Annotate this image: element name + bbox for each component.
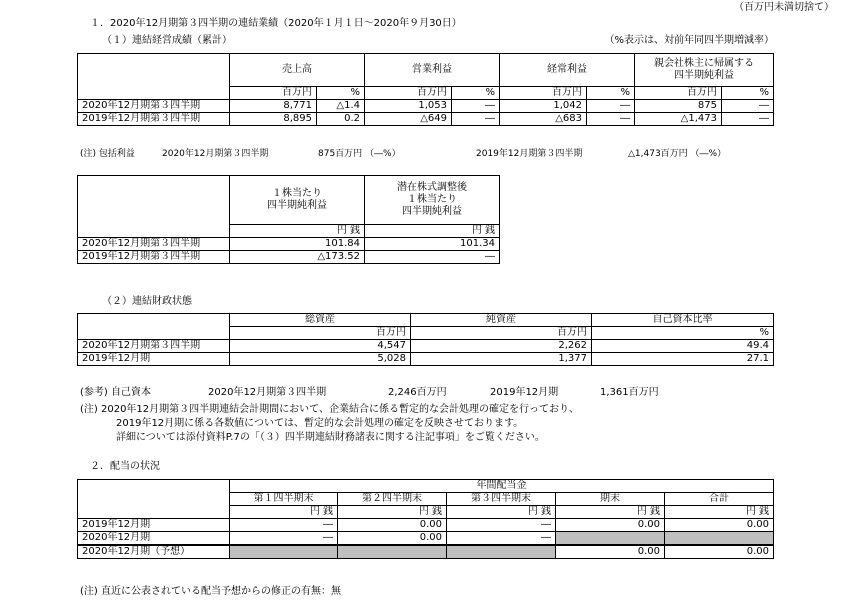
value-cell: ―: [587, 100, 635, 113]
value-cell: △1,473: [635, 113, 722, 126]
results-table: [77, 53, 774, 126]
comprehensive-value-1: 875百万円 （―%）: [318, 149, 401, 159]
value-cell: ―: [230, 532, 338, 546]
unit-cell: 円 銭: [665, 506, 774, 519]
table-row: [78, 340, 774, 353]
row-label: 2020年12月期第３四半期: [78, 100, 230, 113]
unit-cell: %: [317, 87, 365, 100]
header-eps-line1: １株当たり: [272, 187, 322, 199]
comprehensive-period-2: 2019年12月期第３四半期: [476, 149, 583, 159]
unit-cell: 円 銭: [365, 224, 500, 237]
value-cell: 4,547: [230, 340, 411, 353]
units-label: [78, 224, 230, 237]
value-cell: 875: [635, 100, 722, 113]
value-cell: ―: [447, 519, 556, 532]
header-operating-income: 営業利益: [365, 54, 500, 87]
header-annual-dividend: 年間配当金: [230, 480, 774, 493]
header-diluted-eps: [365, 176, 500, 225]
header-net-income: [635, 54, 774, 87]
header-diluted-eps-line3: 四半期純利益: [402, 205, 462, 217]
header-diluted-eps-line2: １株当たり: [407, 193, 457, 205]
unit-cell: 円 銭: [556, 506, 665, 519]
value-cell: ―: [230, 519, 338, 532]
unit-cell: 円 銭: [338, 506, 447, 519]
value-cell: 8,771: [230, 100, 317, 113]
value-cell: 0.00: [665, 545, 774, 559]
equity-label: (参考) 自己資本: [80, 387, 151, 398]
value-cell: △173.52: [230, 250, 365, 263]
unit-cell: 円 銭: [230, 506, 338, 519]
unit-note: （百万円未満切捨て）: [734, 2, 834, 13]
value-cell: 5,028: [230, 353, 411, 366]
section-2-title: ２．配当の状況: [90, 461, 160, 472]
table-row: [78, 250, 500, 263]
table-row: [78, 353, 774, 366]
table-row: [78, 113, 774, 126]
header-q2-end: 第２四半期末: [338, 493, 447, 506]
header-sales: 売上高: [230, 54, 365, 87]
table-row: [78, 519, 774, 532]
value-cell: 1,042: [500, 100, 587, 113]
unit-cell: 百万円: [635, 87, 722, 100]
header-eps-line2: 四半期純利益: [267, 199, 327, 211]
table-row: [78, 100, 774, 113]
unit-cell: 円 銭: [230, 224, 365, 237]
value-cell: ―: [365, 250, 500, 263]
row-label: 2019年12月期第３四半期: [78, 113, 230, 126]
units-label: [78, 87, 230, 100]
row-label: 2020年12月期（予想）: [78, 545, 230, 559]
table-row: [78, 237, 500, 250]
note-line-2: 2019年12月期に係る各数値については、暫定的な会計処理の確定を反映させております。: [116, 418, 524, 429]
equity-period-1: 2020年12月期第３四半期: [208, 387, 327, 398]
units-label: [78, 506, 230, 519]
header-total-assets: 総資産: [230, 314, 411, 327]
value-cell: 0.00: [338, 532, 447, 546]
unit-cell: %: [592, 327, 774, 340]
dividend-corner: [78, 480, 230, 493]
shaded-cell: [665, 532, 774, 546]
value-cell: 101.84: [230, 237, 365, 250]
section-1-2-title: （２）連結財政状態: [102, 296, 192, 307]
final-note: (注) 直近に公表されている配当予想からの修正の有無：無: [80, 586, 341, 597]
value-cell: ―: [447, 532, 556, 546]
header-year-end: 期末: [556, 493, 665, 506]
header-total: 合計: [665, 493, 774, 506]
value-cell: 0.00: [556, 545, 665, 559]
table-row: [78, 532, 774, 546]
header-net-income-line1: 親会社株主に帰属する: [654, 58, 754, 69]
value-cell: △683: [500, 113, 587, 126]
value-cell: 49.4: [592, 340, 774, 353]
value-cell: 101.34: [365, 237, 500, 250]
eps-corner: [78, 176, 230, 225]
header-ordinary-income: 経常利益: [500, 54, 635, 87]
header-net-income-line2: 四半期純利益: [674, 70, 734, 81]
value-cell: 1,053: [365, 100, 452, 113]
shaded-cell: [230, 545, 338, 559]
equity-period-2: 2019年12月期: [490, 387, 559, 398]
note-line-1: (注) 2020年12月期第３四半期連結会計期間において、企業結合に係る暫定的な会計処理の確定を行っており、: [80, 404, 579, 415]
value-cell: 8,895: [230, 113, 317, 126]
dividend-table: [77, 479, 774, 559]
row-label: 2020年12月期: [78, 532, 230, 546]
shaded-cell: [338, 545, 447, 559]
value-cell: ―: [452, 113, 500, 126]
header-eps: [230, 176, 365, 225]
unit-cell: 百万円: [230, 87, 317, 100]
unit-cell: %: [722, 87, 774, 100]
value-cell: 0.00: [556, 519, 665, 532]
header-q1-end: 第１四半期末: [230, 493, 338, 506]
value-cell: ―: [452, 100, 500, 113]
results-corner: [78, 54, 230, 87]
value-cell: △649: [365, 113, 452, 126]
position-corner: [78, 314, 230, 327]
value-cell: 0.2: [317, 113, 365, 126]
unit-cell: 百万円: [500, 87, 587, 100]
equity-value-1: 2,246百万円: [388, 387, 447, 398]
position-table: [77, 313, 774, 366]
equity-value-2: 1,361百万円: [600, 387, 659, 398]
comprehensive-period-1: 2020年12月期第３四半期: [162, 149, 269, 159]
unit-cell: %: [587, 87, 635, 100]
value-cell: ―: [722, 100, 774, 113]
value-cell: 2,262: [411, 340, 592, 353]
row-label: 2019年12月期: [78, 519, 230, 532]
unit-cell: %: [452, 87, 500, 100]
comprehensive-value-2: △1,473百万円 （―%）: [628, 149, 727, 159]
header-diluted-eps-line1: 潜在株式調整後: [397, 181, 467, 193]
value-cell: △1.4: [317, 100, 365, 113]
table-row: [78, 545, 774, 559]
unit-cell: 百万円: [411, 327, 592, 340]
value-cell: 1,377: [411, 353, 592, 366]
unit-cell: 円 銭: [447, 506, 556, 519]
value-cell: 27.1: [592, 353, 774, 366]
dividend-corner-2: [78, 493, 230, 506]
shaded-cell: [447, 545, 556, 559]
value-cell: 0.00: [665, 519, 774, 532]
unit-cell: 百万円: [230, 327, 411, 340]
comprehensive-label: (注) 包括利益: [80, 149, 135, 159]
row-label: 2020年12月期第３四半期: [78, 340, 230, 353]
header-net-assets: 純資産: [411, 314, 592, 327]
eps-table: [77, 175, 500, 264]
value-cell: 0.00: [338, 519, 447, 532]
note-line-3: 詳細については添付資料P.7の「（３）四半期連結財務諸表に関する注記事項」をご覧ください。: [116, 432, 545, 443]
unit-cell: 百万円: [365, 87, 452, 100]
units-label: [78, 327, 230, 340]
section-1-1-note: （%表示は、対前年同四半期増減率）: [604, 35, 774, 46]
header-q3-end: 第３四半期末: [447, 493, 556, 506]
row-label: 2019年12月期第３四半期: [78, 250, 230, 263]
row-label: 2020年12月期第３四半期: [78, 237, 230, 250]
section-1-title: １．2020年12月期第３四半期の連結業績（2020年１月１日～2020年９月30日）: [90, 18, 462, 29]
section-1-1-title: （１）連結経営成績（累計）: [102, 35, 232, 46]
row-label: 2019年12月期: [78, 353, 230, 366]
shaded-cell: [556, 532, 665, 546]
value-cell: ―: [722, 113, 774, 126]
header-equity-ratio: 自己資本比率: [592, 314, 774, 327]
value-cell: ―: [587, 113, 635, 126]
